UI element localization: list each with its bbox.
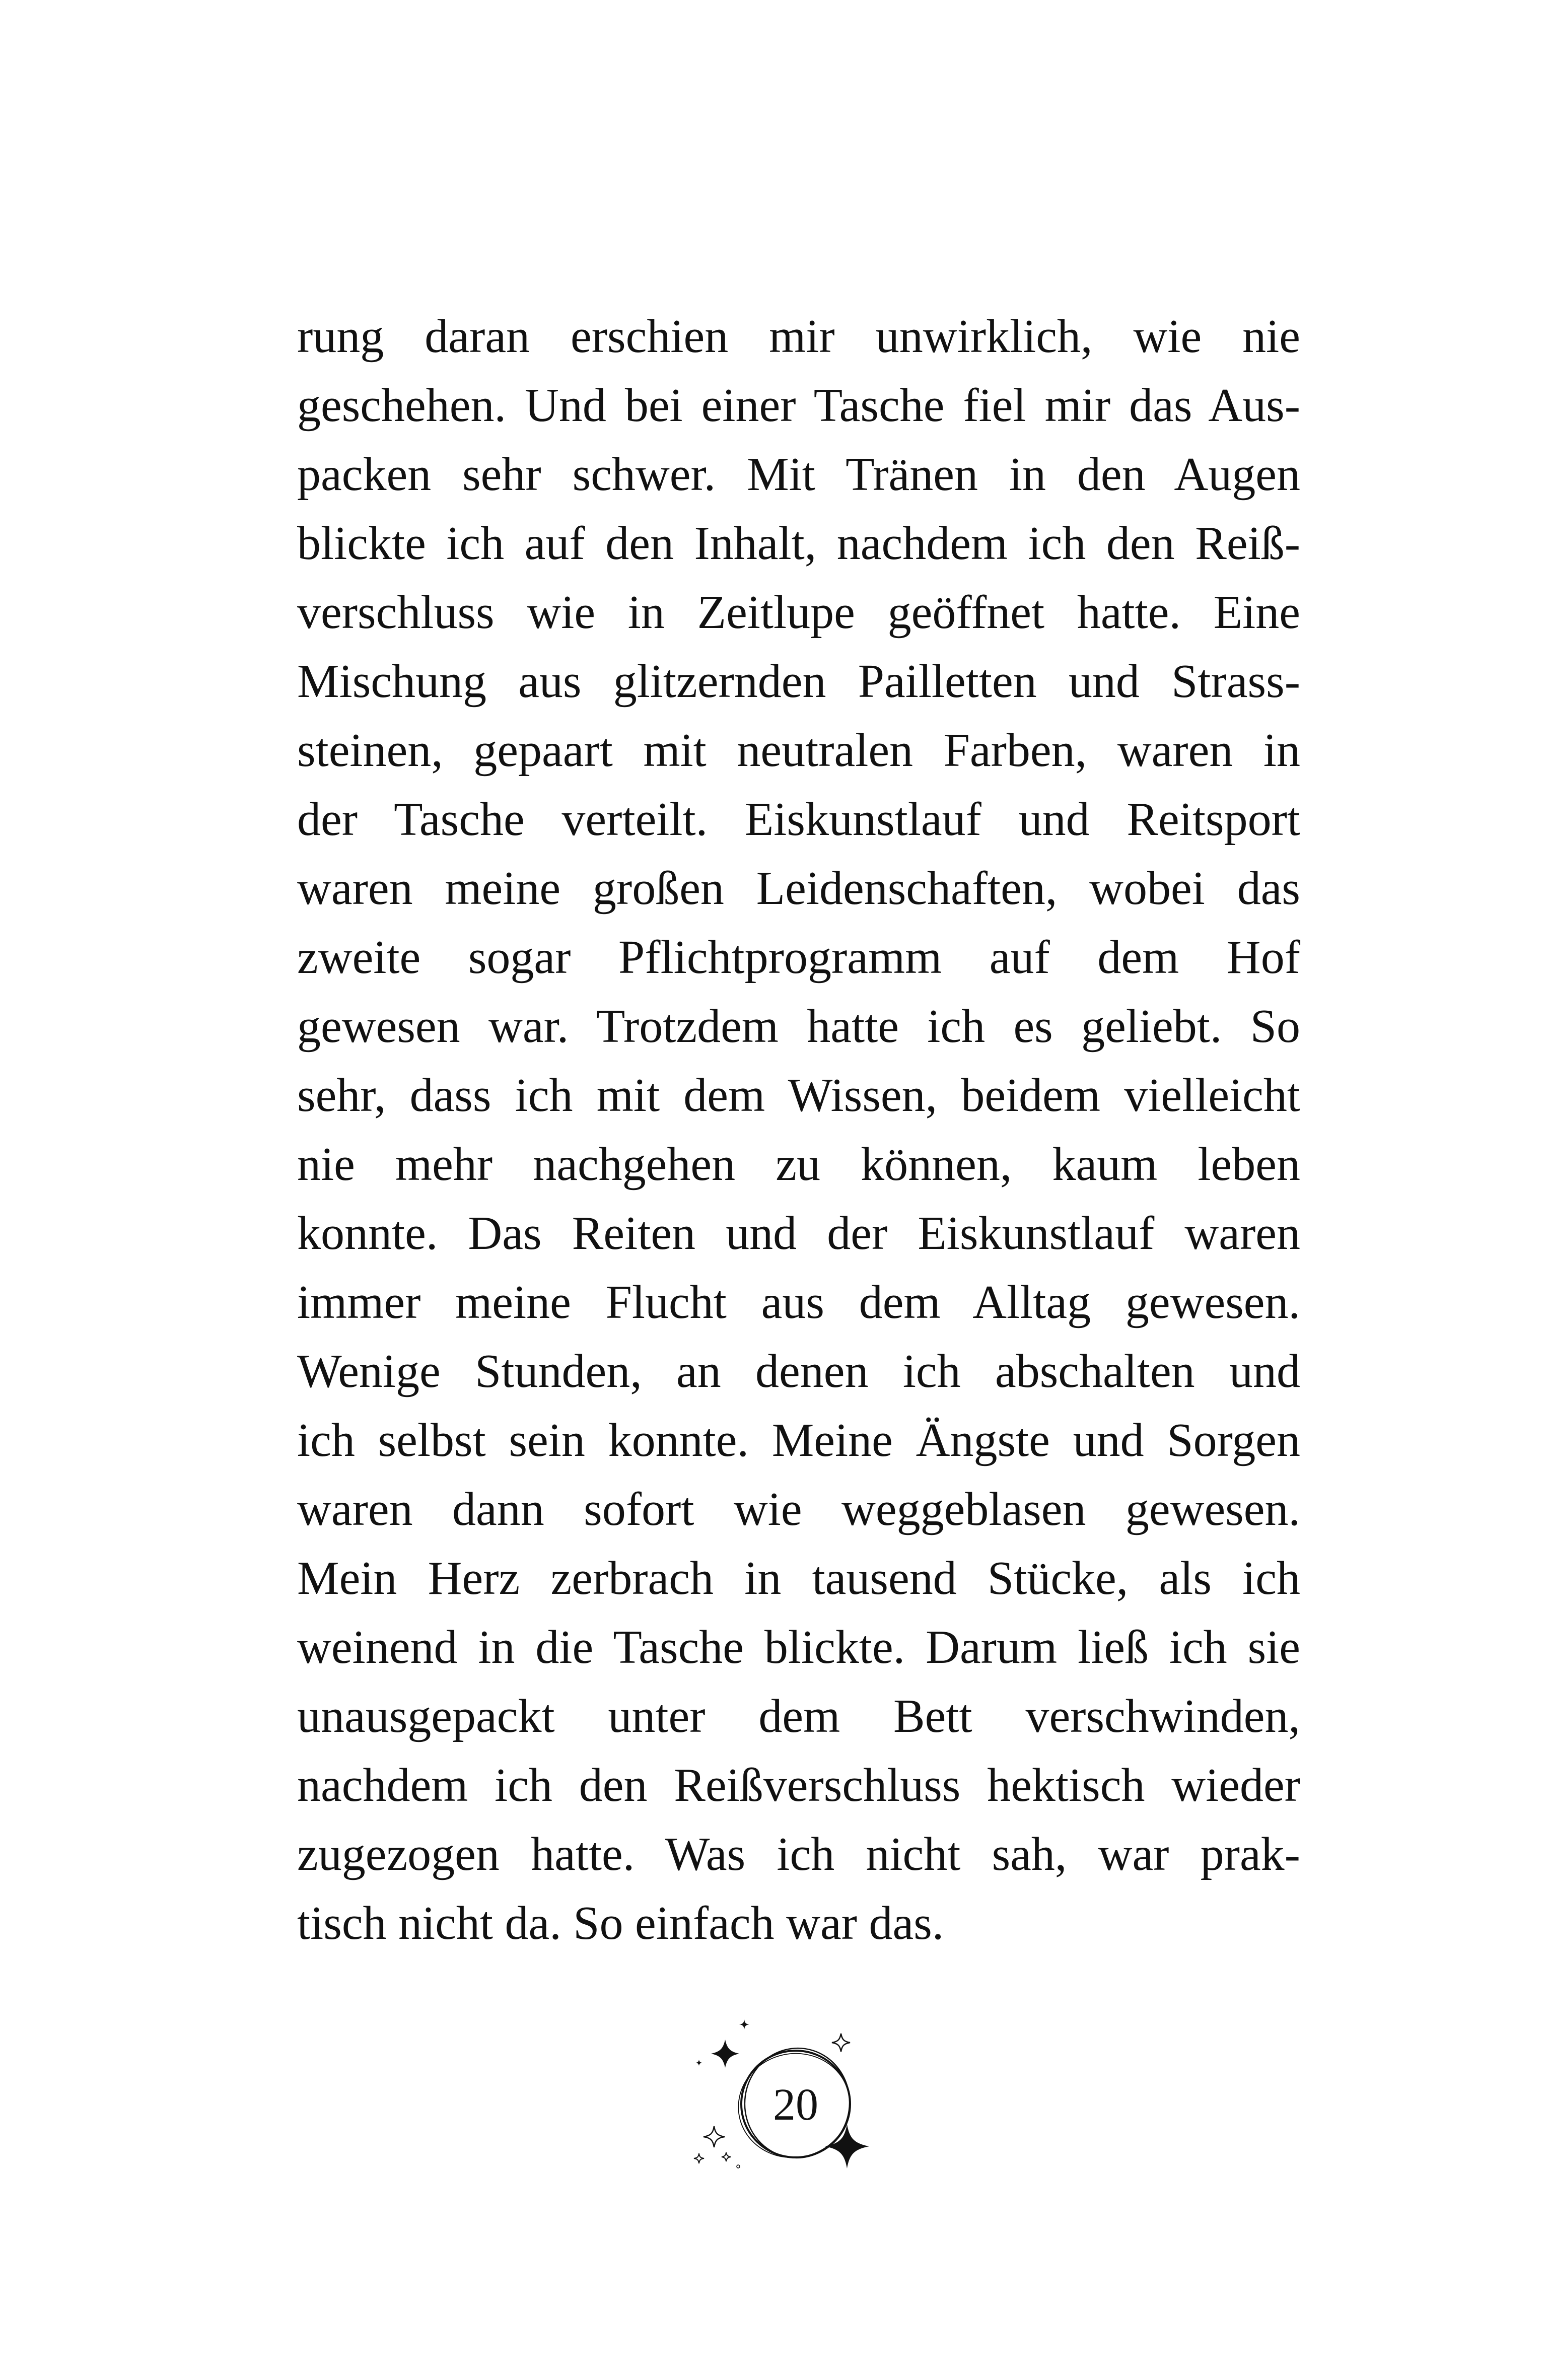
text-line: immer meine Flucht aus dem Alltag gewesen. (297, 1276, 1300, 1328)
text-line: geschehen. Und bei einer Tasche fiel mir das Aus- (297, 379, 1300, 432)
text-line: nachdem ich den Reißverschluss hektisch wieder (297, 1759, 1300, 1811)
text-line: verschluss wie in Zeitlupe geöffnet hatte. Eine (297, 586, 1300, 639)
text-line: tisch nicht da. So einfach war das. (297, 1897, 944, 1949)
text-line: steinen, gepaart mit neutralen Farben, waren in (297, 724, 1300, 777)
text-line: Wenige Stunden, an denen ich abschalten und (297, 1345, 1300, 1397)
page-number: 20 (773, 2080, 818, 2130)
text-line: unausgepackt unter dem Bett verschwinden, (297, 1690, 1300, 1742)
text-line: ich selbst sein konnte. Meine Ängste und Sorgen (297, 1414, 1300, 1466)
text-line: sehr, dass ich mit dem Wissen, beidem vielleicht (297, 1069, 1300, 1122)
text-line: weinend in die Tasche blickte. Darum ließ ich sie (297, 1621, 1300, 1673)
body-text (297, 302, 1300, 1958)
text-line: Mischung aus glitzernden Pailletten und Strass- (297, 655, 1300, 708)
text-line: gewesen war. Trotzdem hatte ich es geliebt. So (297, 1000, 1300, 1053)
text-line: zugezogen hatte. Was ich nicht sah, war prak- (297, 1828, 1300, 1880)
text-line: packen sehr schwer. Mit Tränen in den Augen (297, 448, 1300, 501)
text-line: waren dann sofort wie weggeblasen gewesen. (297, 1483, 1300, 1535)
text-line: nie mehr nachgehen zu können, kaum leben (297, 1138, 1300, 1191)
text-line: der Tasche verteilt. Eiskunstlauf und Reitsport (297, 793, 1300, 846)
text-line: zweite sogar Pflichtprogramm auf dem Hof (297, 931, 1300, 984)
text-line: waren meine großen Leidenschaften, wobei das (297, 862, 1300, 915)
text-line: rung daran erschien mir unwirklich, wie nie (297, 310, 1300, 363)
text-line: konnte. Das Reiten und der Eiskunstlauf waren (297, 1207, 1300, 1259)
text-line: blickte ich auf den Inhalt, nachdem ich den Reiß- (297, 517, 1300, 570)
text-line: Mein Herz zerbrach in tausend Stücke, als ich (297, 1552, 1300, 1604)
